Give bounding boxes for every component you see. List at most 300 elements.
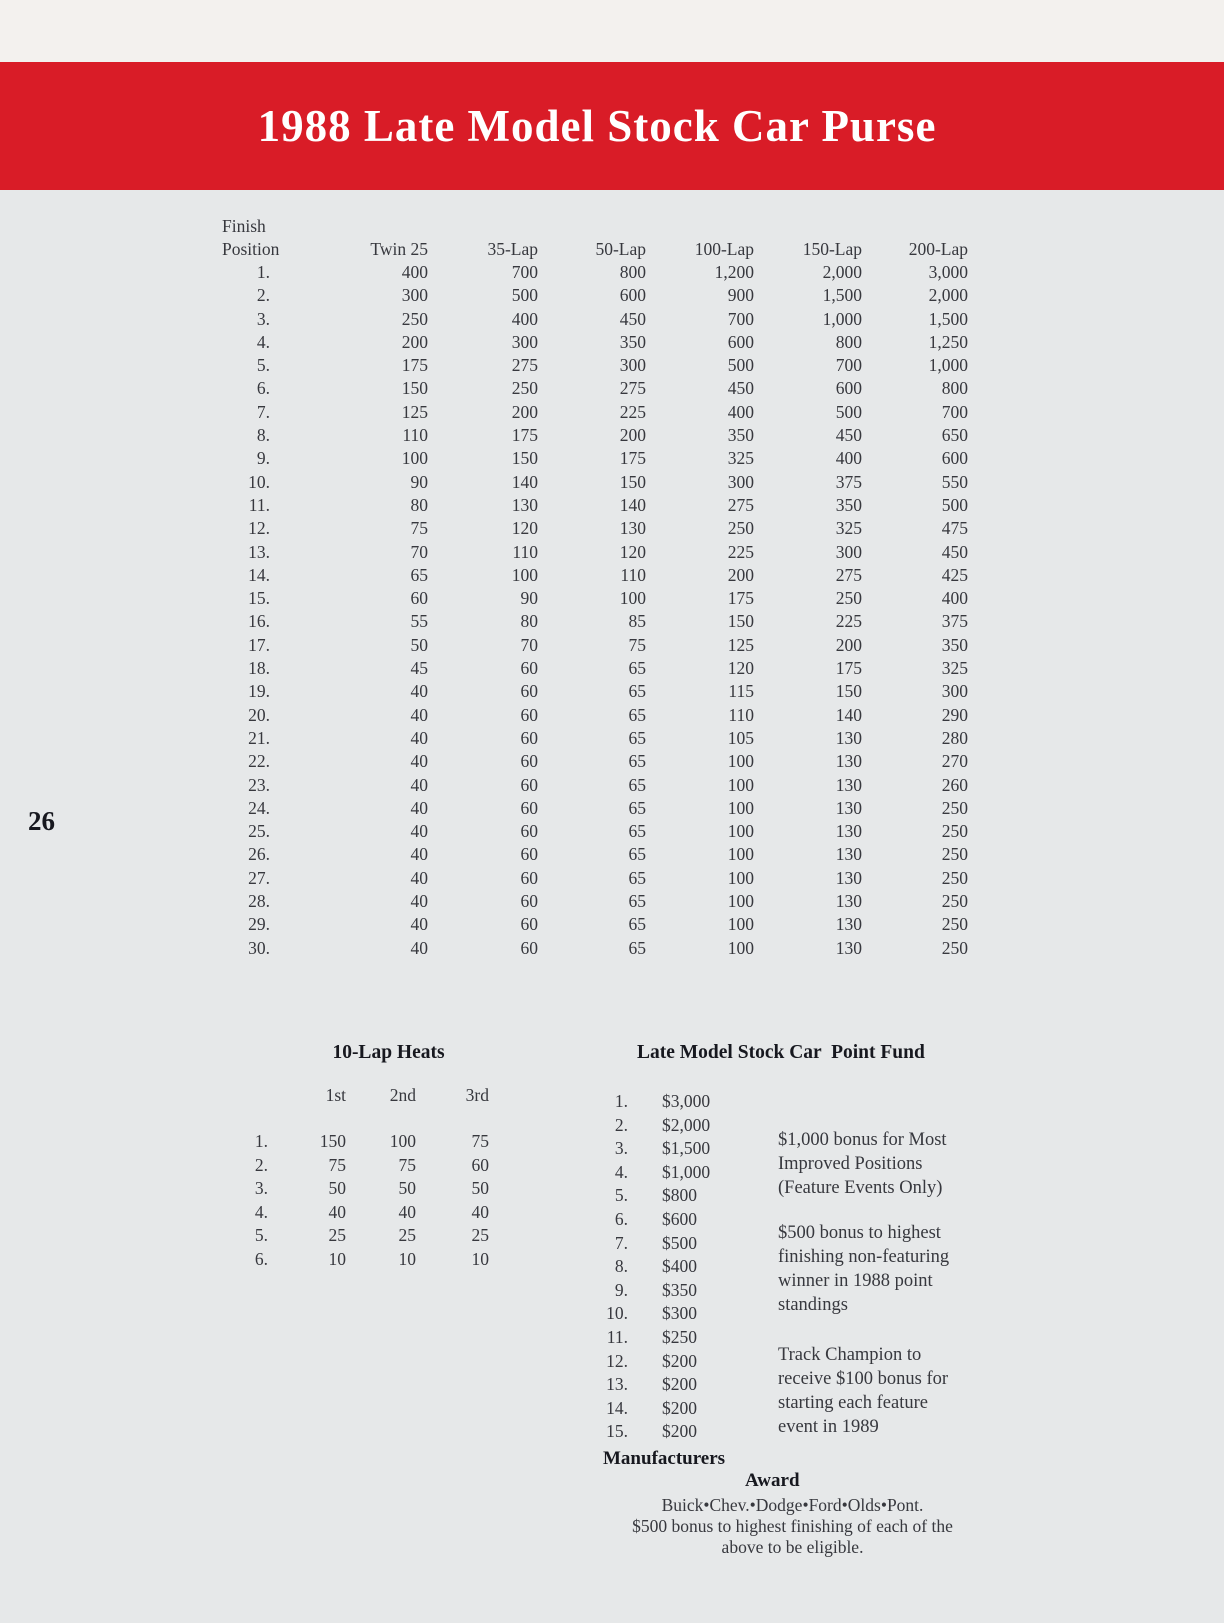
purse-table-row (222, 424, 982, 447)
purse-value: 600 (619, 285, 646, 306)
bonus-note-line: Improved Positions (778, 1154, 923, 1174)
heats-header-2nd: 2nd (389, 1085, 416, 1105)
purse-value: 500 (511, 285, 538, 306)
point-fund-row (602, 1090, 962, 1114)
purse-value: 60 (520, 751, 538, 772)
finish-position: 24. (248, 797, 270, 818)
purse-value: 40 (410, 937, 428, 958)
manufacturers-text-line: $500 bonus to highest finishing of each of the (632, 1516, 953, 1536)
point-fund-position: 2. (614, 1114, 628, 1135)
purse-value: 400 (511, 308, 538, 329)
purse-value: 130 (835, 937, 862, 958)
purse-value: 130 (835, 844, 862, 865)
heats-table-row (238, 1201, 498, 1225)
purse-value: 70 (410, 541, 428, 562)
purse-header-150-lap: 150-Lap (802, 239, 862, 259)
purse-value: 60 (520, 844, 538, 865)
purse-value: 700 (941, 401, 968, 422)
purse-value: 270 (941, 751, 968, 772)
finish-position: 13. (248, 541, 270, 562)
purse-table-row (222, 261, 982, 284)
purse-value: 450 (619, 308, 646, 329)
purse-value: 125 (727, 634, 754, 655)
manufacturers-text (600, 1495, 985, 1558)
purse-value: 175 (835, 658, 862, 679)
purse-value: 65 (628, 891, 646, 912)
purse-value: 175 (511, 425, 538, 446)
purse-value: 200 (511, 401, 538, 422)
purse-value: 65 (410, 564, 428, 585)
purse-value: 65 (628, 821, 646, 842)
purse-value: 65 (628, 658, 646, 679)
purse-value: 60 (520, 867, 538, 888)
purse-value: 450 (941, 541, 968, 562)
purse-value: 400 (835, 448, 862, 469)
finish-position: 29. (248, 914, 270, 935)
bonus-note-line: Track Champion to (778, 1345, 922, 1365)
heat-position: 2. (254, 1154, 268, 1175)
purse-table-row (222, 494, 982, 517)
purse-value: 175 (619, 448, 646, 469)
bonus-note-line: event in 1989 (778, 1417, 879, 1437)
purse-value: 130 (619, 518, 646, 539)
purse-value: 150 (511, 448, 538, 469)
purse-table-body (222, 261, 982, 960)
purse-value: 60 (520, 774, 538, 795)
purse-value: 100 (727, 797, 754, 818)
heat-value: 100 (389, 1131, 416, 1151)
purse-value: 250 (401, 308, 428, 329)
heat-position: 5. (254, 1225, 268, 1246)
point-fund-position: 4. (614, 1161, 628, 1182)
purse-value: 150 (727, 611, 754, 632)
purse-value: 60 (520, 681, 538, 702)
finish-position: 5. (256, 355, 270, 376)
purse-value: 125 (401, 401, 428, 422)
finish-position: 19. (248, 681, 270, 702)
purse-table-row (222, 564, 982, 587)
purse-value: 130 (835, 914, 862, 935)
purse-table-row (222, 447, 982, 470)
point-fund-position: 9. (614, 1279, 628, 1300)
purse-value: 150 (835, 681, 862, 702)
bonus-note-line: starting each feature (778, 1393, 928, 1413)
purse-table-row (222, 774, 982, 797)
purse-table-row (222, 704, 982, 727)
finish-position: 21. (248, 727, 270, 748)
purse-value: 150 (619, 471, 646, 492)
purse-value: 350 (727, 425, 754, 446)
award-label: Award (745, 1470, 800, 1491)
heat-position: 3. (254, 1178, 268, 1199)
purse-value: 50 (410, 634, 428, 655)
purse-value: 40 (410, 774, 428, 795)
purse-value: 60 (520, 914, 538, 935)
heat-position: 6. (254, 1248, 268, 1269)
purse-value: 600 (941, 448, 968, 469)
purse-value: 40 (410, 867, 428, 888)
purse-table-header-row (222, 238, 982, 261)
purse-value: 300 (401, 285, 428, 306)
purse-header-twin-25: Twin 25 (370, 239, 428, 259)
purse-value: 130 (511, 494, 538, 515)
purse-value: 400 (941, 588, 968, 609)
purse-value: 275 (835, 564, 862, 585)
heat-value: 75 (471, 1131, 489, 1151)
purse-value: 40 (410, 891, 428, 912)
purse-value: 90 (410, 471, 428, 492)
point-fund-position: 3. (614, 1138, 628, 1159)
purse-value: 60 (520, 704, 538, 725)
finish-position: 16. (248, 611, 270, 632)
purse-value: 60 (520, 658, 538, 679)
purse-value: 80 (520, 611, 538, 632)
heat-value: 40 (328, 1201, 346, 1222)
purse-value: 130 (835, 821, 862, 842)
purse-value: 100 (401, 448, 428, 469)
purse-value: 100 (727, 867, 754, 888)
page-top-margin (0, 0, 1224, 62)
bonus-note (778, 1221, 1008, 1317)
purse-value: 325 (727, 448, 754, 469)
purse-value: 700 (727, 308, 754, 329)
finish-position: 4. (256, 331, 270, 352)
purse-value: 40 (410, 797, 428, 818)
purse-value: 425 (941, 564, 968, 585)
bonus-note-line: receive $100 bonus for (778, 1369, 949, 1389)
purse-table-row (222, 610, 982, 633)
purse-value: 200 (619, 425, 646, 446)
purse-value: 40 (410, 727, 428, 748)
purse-value: 300 (511, 331, 538, 352)
finish-position: 11. (248, 494, 270, 515)
bonus-note (778, 1343, 1008, 1439)
purse-value: 65 (628, 937, 646, 958)
point-fund-position: 13. (606, 1374, 628, 1395)
purse-table-row (222, 308, 982, 331)
page-number: 26 (28, 806, 55, 836)
heats-table-row (238, 1154, 498, 1178)
purse-value: 40 (410, 704, 428, 725)
point-fund-position: 14. (606, 1397, 628, 1418)
purse-value: 400 (727, 401, 754, 422)
purse-value: 100 (619, 588, 646, 609)
purse-value: 90 (520, 588, 538, 609)
purse-table-row (222, 401, 982, 424)
purse-value: 250 (941, 867, 968, 888)
purse-value: 300 (727, 471, 754, 492)
heats-title: 10-Lap Heats (332, 1042, 445, 1063)
purse-table-row (222, 377, 982, 400)
finish-position: 18. (248, 658, 270, 679)
purse-value: 75 (410, 518, 428, 539)
purse-table-row (222, 890, 982, 913)
heats-table-body (238, 1130, 498, 1272)
purse-value: 1,000 (928, 355, 968, 376)
purse-value: 115 (728, 681, 754, 702)
purse-value: 400 (401, 262, 428, 282)
purse-value: 250 (835, 588, 862, 609)
purse-value: 800 (619, 262, 646, 282)
heats-header-1st: 1st (325, 1085, 346, 1105)
point-fund-amount: $200 (662, 1421, 697, 1442)
point-fund-position: 8. (614, 1256, 628, 1277)
purse-value: 40 (410, 914, 428, 935)
purse-value: 225 (727, 541, 754, 562)
purse-value: 550 (941, 471, 968, 492)
finish-position: 10. (248, 471, 270, 492)
point-fund-position: 12. (606, 1350, 628, 1371)
purse-value: 900 (727, 285, 754, 306)
purse-value: 2,000 (928, 285, 968, 306)
purse-value: 100 (727, 937, 754, 958)
finish-position: 1. (256, 262, 270, 282)
purse-table-row (222, 913, 982, 936)
purse-value: 1,500 (928, 308, 968, 329)
purse-value: 105 (727, 727, 754, 748)
finish-position: 15. (248, 588, 270, 609)
purse-value: 3,000 (928, 262, 968, 282)
purse-value: 300 (619, 355, 646, 376)
purse-table-row (222, 843, 982, 866)
purse-table-row (222, 331, 982, 354)
purse-value: 100 (727, 774, 754, 795)
finish-position: 30. (248, 937, 270, 958)
purse-value: 65 (628, 681, 646, 702)
purse-value: 275 (511, 355, 538, 376)
purse-value: 250 (941, 797, 968, 818)
purse-value: 80 (410, 494, 428, 515)
purse-value: 65 (628, 844, 646, 865)
point-fund-amount: $500 (662, 1232, 697, 1253)
purse-table-row (222, 750, 982, 773)
heat-position: 4. (254, 1201, 268, 1222)
heat-value: 10 (328, 1248, 346, 1269)
purse-value: 300 (835, 541, 862, 562)
finish-position: 3. (256, 308, 270, 329)
finish-position: 25. (248, 821, 270, 842)
purse-value: 150 (401, 378, 428, 399)
purse-value: 60 (520, 891, 538, 912)
purse-value: 350 (619, 331, 646, 352)
purse-value: 250 (941, 914, 968, 935)
purse-value: 100 (727, 751, 754, 772)
purse-value: 45 (410, 658, 428, 679)
heat-value: 50 (471, 1178, 489, 1199)
purse-value: 350 (835, 494, 862, 515)
manufacturers-text-line: Buick•Chev.•Dodge•Ford•Olds•Pont. (661, 1495, 924, 1515)
finish-position: 6. (256, 378, 270, 399)
purse-value: 60 (520, 821, 538, 842)
point-fund-amount: $200 (662, 1374, 697, 1395)
point-fund-position: 7. (614, 1232, 628, 1253)
purse-value: 110 (728, 704, 754, 725)
purse-value: 275 (619, 378, 646, 399)
point-fund-amount: $3,000 (662, 1091, 711, 1111)
finish-position: 23. (248, 774, 270, 795)
purse-value: 65 (628, 914, 646, 935)
purse-value: 60 (520, 937, 538, 958)
purse-value: 500 (727, 355, 754, 376)
purse-value: 275 (727, 494, 754, 515)
heats-header-row (238, 1084, 498, 1107)
purse-value: 130 (835, 867, 862, 888)
point-fund-amount: $300 (662, 1303, 697, 1324)
purse-table-row (222, 727, 982, 750)
heats-table-row (238, 1130, 498, 1154)
finish-position: 12. (248, 518, 270, 539)
purse-value: 290 (941, 704, 968, 725)
purse-value: 225 (619, 401, 646, 422)
heat-value: 10 (398, 1248, 416, 1269)
purse-value: 225 (835, 611, 862, 632)
purse-table-row (222, 541, 982, 564)
purse-header-combo (222, 238, 428, 261)
point-fund-position: 1. (614, 1091, 628, 1111)
purse-value: 200 (835, 634, 862, 655)
purse-value: 40 (410, 751, 428, 772)
purse-value: 1,500 (822, 285, 862, 306)
purse-value: 65 (628, 867, 646, 888)
purse-value: 40 (410, 821, 428, 842)
point-fund-title: Late Model Stock Car Point Fund (637, 1042, 925, 1063)
finish-position: 17. (248, 634, 270, 655)
purse-value: 60 (520, 797, 538, 818)
purse-value: 100 (727, 914, 754, 935)
finish-position: 28. (248, 891, 270, 912)
bonus-note (778, 1128, 1008, 1200)
purse-value: 300 (941, 681, 968, 702)
purse-table-row (222, 354, 982, 377)
purse-table-row (222, 680, 982, 703)
purse-table-row (222, 937, 982, 960)
finish-position: 9. (256, 448, 270, 469)
finish-position: 20. (248, 704, 270, 725)
point-fund-position: 11. (606, 1326, 628, 1347)
purse-value: 1,200 (714, 262, 754, 282)
purse-value: 140 (835, 704, 862, 725)
point-fund-amount: $200 (662, 1397, 697, 1418)
heat-value: 10 (471, 1248, 489, 1269)
heat-value: 25 (398, 1225, 416, 1246)
bonus-note-line: finishing non-featuring (778, 1247, 950, 1267)
heat-value: 50 (328, 1178, 346, 1199)
heat-value: 150 (319, 1131, 346, 1151)
purse-value: 250 (941, 937, 968, 958)
purse-value: 500 (941, 494, 968, 515)
purse-value: 130 (835, 891, 862, 912)
purse-value: 800 (835, 331, 862, 352)
purse-value: 600 (727, 331, 754, 352)
heat-value: 40 (398, 1201, 416, 1222)
purse-header-50-lap: 50-Lap (595, 239, 646, 259)
purse-value: 130 (835, 727, 862, 748)
purse-value: 100 (727, 891, 754, 912)
purse-value: 260 (941, 774, 968, 795)
finish-position: 2. (256, 285, 270, 306)
point-fund-amount: $200 (662, 1350, 697, 1371)
purse-value: 450 (835, 425, 862, 446)
heat-value: 40 (471, 1201, 489, 1222)
purse-value: 700 (835, 355, 862, 376)
purse-header-100-lap: 100-Lap (694, 239, 754, 259)
heat-value: 25 (471, 1225, 489, 1246)
purse-value: 85 (628, 611, 646, 632)
purse-value: 110 (402, 425, 428, 446)
purse-table-row (222, 587, 982, 610)
purse-value: 65 (628, 774, 646, 795)
purse-table-row (222, 517, 982, 540)
point-fund-amount: $600 (662, 1208, 697, 1229)
purse-header-finish: Finish (222, 216, 266, 236)
purse-value: 500 (835, 401, 862, 422)
finish-position: 8. (256, 425, 270, 446)
manufacturers-label: Manufacturers (603, 1448, 726, 1469)
purse-value: 250 (941, 821, 968, 842)
page-title: 1988 Late Model Stock Car Purse (257, 101, 937, 151)
purse-table-row (222, 471, 982, 494)
purse-value: 40 (410, 844, 428, 865)
heat-value: 60 (471, 1154, 489, 1175)
purse-value: 600 (835, 378, 862, 399)
purse-value: 175 (727, 588, 754, 609)
title-banner (0, 62, 1224, 190)
point-fund-amount: $1,000 (662, 1161, 711, 1182)
heat-value: 50 (398, 1178, 416, 1199)
purse-value: 65 (628, 704, 646, 725)
purse-header-35-lap: 35-Lap (487, 239, 538, 259)
purse-value: 350 (941, 634, 968, 655)
heats-table-row (238, 1224, 498, 1248)
purse-table (222, 215, 982, 960)
finish-position: 26. (248, 844, 270, 865)
purse-value: 1,000 (822, 308, 862, 329)
purse-value: 700 (511, 262, 538, 282)
purse-value: 140 (619, 494, 646, 515)
purse-table-row (222, 284, 982, 307)
purse-value: 120 (511, 518, 538, 539)
point-fund-position: 10. (606, 1303, 628, 1324)
point-fund-amount: $800 (662, 1185, 697, 1206)
heats-table-row (238, 1177, 498, 1201)
purse-value: 70 (520, 634, 538, 655)
heat-position: 1. (254, 1131, 268, 1151)
point-fund-amount: $400 (662, 1256, 697, 1277)
purse-value: 2,000 (822, 262, 862, 282)
purse-value: 65 (628, 751, 646, 772)
bonus-note-line: standings (778, 1295, 848, 1315)
purse-value: 200 (401, 331, 428, 352)
heats-table (238, 1042, 498, 1272)
purse-value: 110 (620, 564, 646, 585)
purse-value: 65 (628, 797, 646, 818)
purse-value: 130 (835, 751, 862, 772)
point-fund-amount: $350 (662, 1279, 697, 1300)
purse-value: 325 (941, 658, 968, 679)
finish-position: 22. (248, 751, 270, 772)
purse-value: 250 (511, 378, 538, 399)
heat-value: 75 (398, 1154, 416, 1175)
manufacturers-text-line: above to be eligible. (721, 1537, 864, 1557)
finish-position: 14. (248, 564, 270, 585)
purse-value: 800 (941, 378, 968, 399)
finish-position: 27. (248, 867, 270, 888)
purse-value: 110 (512, 541, 538, 562)
purse-value: 175 (401, 355, 428, 376)
point-fund-position: 6. (614, 1208, 628, 1229)
purse-value: 60 (520, 727, 538, 748)
purse-value: 650 (941, 425, 968, 446)
